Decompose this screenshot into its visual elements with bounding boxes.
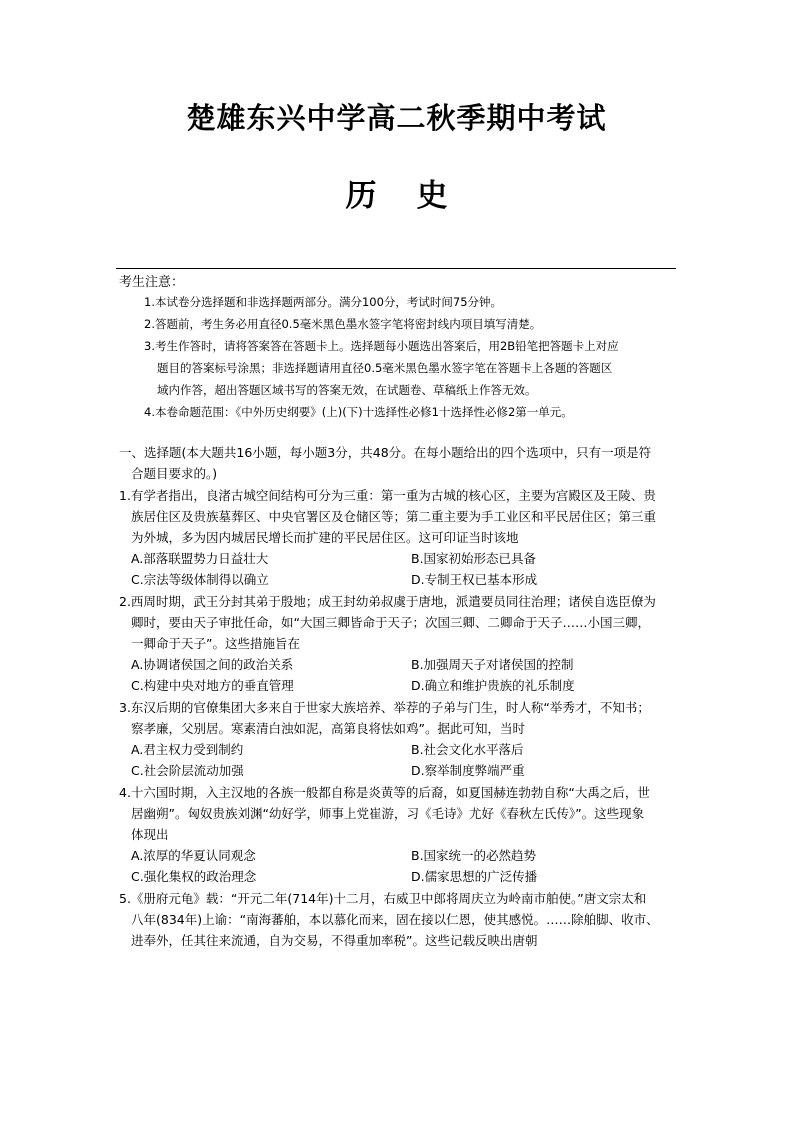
question-2-stem: 2.西周时期，武王分封其弟于殷地；成王封幼弟叔虞于唐地，派遣要员同往治理；诸侯自选臣僚为 [119, 594, 656, 609]
question-3-option-d: D.察举制度弊端严重 [411, 763, 525, 778]
subject-title [0, 170, 793, 215]
question-3-option-c: C.社会阶层流动加强 [131, 763, 244, 778]
question-4-stem: 4.十六国时期，入主汉地的各族一般都自称是炎黄等的后裔，如夏国赫连勃勃自称“大禹之后，世 [119, 785, 650, 800]
question-1-option-d: D.专制王权已基本形成 [411, 572, 538, 587]
subject-char-2: 史 [416, 178, 448, 214]
question-4-option-d: D.儒家思想的广泛传播 [411, 869, 538, 884]
notice-line: 3.考生作答时，请将答案答在答题卡上。选择题每小题选出答案后，用2B铅笔把答题卡上对应 [144, 339, 619, 353]
section-heading-cont: 合题目要求的。) [131, 466, 218, 481]
question-3-stem: 3.东汉后期的官僚集团大多来自于世家大族培养、举荐的子弟与门生，时人称“举秀才，不知书； [119, 700, 650, 715]
question-4-option-c: C.强化集权的政治理念 [131, 869, 257, 884]
question-2-stem: 卿时，要由天子审批任命，如“大国三卿皆命于天子；次国三卿、二卿命于天子……小国三卿， [131, 615, 650, 630]
question-3-option-b: B.社会文化水平落后 [411, 742, 524, 757]
question-4-stem: 居幽朔”。匈奴贵族刘渊“幼好学，师事上党崔游，习《毛诗》尤好《春秋左氏传》”。这些现象 [131, 806, 645, 821]
notice-heading: 考生注意： [119, 275, 185, 290]
notice-line: 域内作答，超出答题区域书写的答案无效，在试题卷、草稿纸上作答无效。 [157, 383, 537, 397]
notice-line: 4.本卷命题范围：《中外历史纲要》(上)(下)十选择性必修1十选择性必修2第一单元。 [144, 405, 573, 419]
question-2-option-a: A.协调诸侯国之间的政治关系 [131, 657, 294, 672]
question-3-option-a: A.君主权力受到制约 [131, 742, 244, 757]
question-1-stem: 族居住区及贵族墓葬区、中央官署区及仓储区等；第二重主要为手工业区和平民居住区；第三重 [131, 509, 657, 524]
question-1-option-a: A.部落联盟势力日益壮大 [131, 551, 269, 566]
notice-line: 1.本试卷分选择题和非选择题两部分。满分100分，考试时间75分钟。 [144, 295, 503, 309]
question-5-stem: 5.《册府元龟》载：“开元二年(714年)十二月，右威卫中郎将周庆立为岭南市舶使。”唐文宗太和 [119, 891, 647, 906]
question-2-option-c: C.构建中央对地方的垂直管理 [131, 678, 294, 693]
question-2-stem: 一卿命于天子”。这些措施旨在 [131, 636, 300, 651]
question-4-option-b: B.国家统一的必然趋势 [411, 848, 537, 863]
question-5-stem: 进奉外，任其往来流通，自为交易，不得重加率税”。这些记载反映出唐朝 [131, 933, 538, 948]
question-1-option-c: C.宗法等级体制得以确立 [131, 572, 269, 587]
section-heading: 一、选择题(本大题共16小题，每小题3分，共48分。在每小题给出的四个选项中，只有一项是符 [119, 445, 652, 460]
notice-line: 题目的答案标号涂黑；非选择题请用直径0.5毫米黑色墨水签字笔在答题卡上各题的答题区 [157, 361, 613, 375]
question-2-option-b: B.加强周天子对诸侯国的控制 [411, 657, 574, 672]
exam-title: 楚雄东兴中学高二秋季期中考试 [186, 101, 607, 135]
question-4-option-a: A.浓厚的华夏认同观念 [131, 848, 256, 863]
question-1-stem: 1.有学者指出，良渚古城空间结构可分为三重：第一重为古城的核心区，主要为宫殿区及王陵、贵 [119, 488, 656, 503]
header-divider [116, 268, 676, 269]
question-5-stem: 八年(834年)上谕：“南海蕃舶，本以慕化而来，固在接以仁恩，使其感悦。……除舶脚、收市、 [131, 912, 659, 927]
question-1-option-b: B.国家初始形态已具备 [411, 551, 537, 566]
question-1-stem: 为外城，多为因内城居民增长而扩建的平民居住区。这可印证当时该地 [131, 530, 519, 545]
question-2-option-d: D.确立和维护贵族的礼乐制度 [411, 678, 575, 693]
question-4-stem: 体现出 [131, 827, 169, 842]
notice-line: 2.答题前，考生务必用直径0.5毫米黑色墨水签字笔将密封线内项目填写清楚。 [144, 317, 542, 331]
question-3-stem: 察孝廉，父别居。寒素清白浊如泥，高第良将怯如鸡”。据此可知，当时 [131, 721, 525, 736]
subject-char-1: 历 [345, 178, 377, 214]
